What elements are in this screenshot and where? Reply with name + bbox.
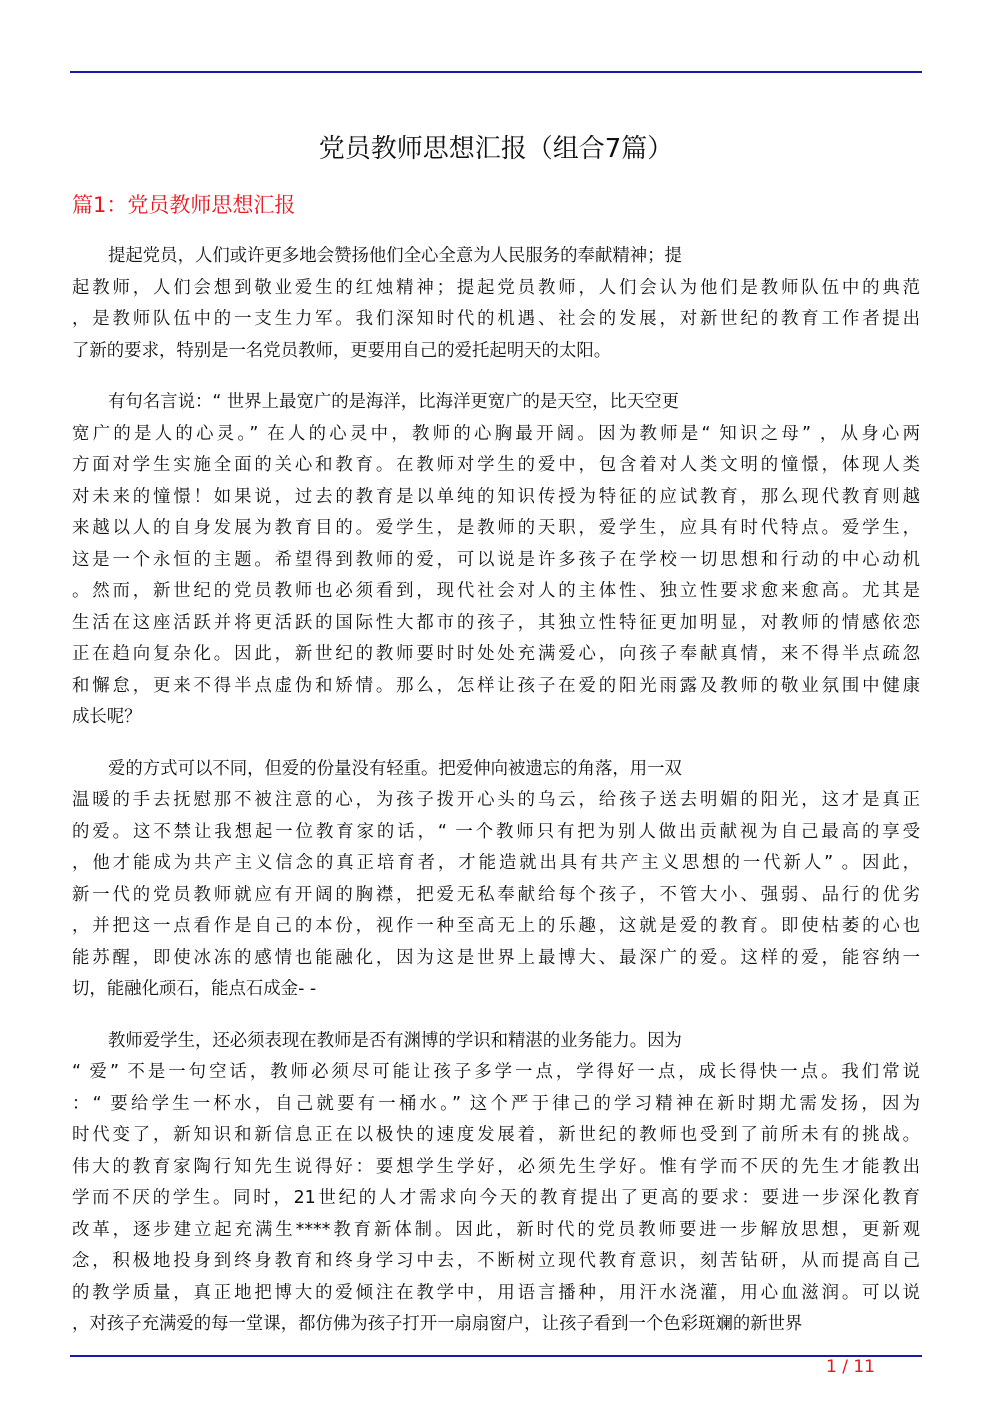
text-line: 来越以人的自身发展为教育目的。爱学生，是教师的天职，爱学生，应具有时代特点。爱学生， bbox=[72, 518, 920, 538]
text-line: 教师爱学生，还必须表现在教师是否有渊博的学识和精湛的业务能力。因为 bbox=[108, 1030, 682, 1051]
text-line: 这是一个永恒的主题。希望得到教师的爱，可以说是许多孩子在学校一切思想和行动的中心动机 bbox=[72, 549, 920, 570]
section-heading: 篇1：党员教师思想汇报 bbox=[72, 193, 296, 217]
text-line: 时代变了，新知识和新信息正在以极快的速度发展着，新世纪的教师也受到了前所未有的挑战。 bbox=[72, 1125, 920, 1145]
paragraph bbox=[72, 1026, 920, 1341]
text-line: ，是教师队伍中的一支生力军。我们深知时代的机遇、社会的发展，对新世纪的教育工作者提出 bbox=[72, 309, 920, 329]
document-body bbox=[72, 241, 920, 1361]
text-line: 温暖的手去抚慰那不被注意的心，为孩子拨开心头的乌云，给孩子送去明媚的阳光，这才是真正 bbox=[72, 790, 920, 810]
text-line: ，并把这一点看作是自己的本份，视作一种至高无上的乐趣，这就是爱的教育。即使枯萎的心也 bbox=[72, 916, 920, 936]
text-line: 学而不厌的学生。同时，21世纪的人才需求向今天的教育提出了更高的要求：要进一步深化教育 bbox=[72, 1188, 920, 1208]
text-line: 切，能融化顽石，能点石成金- - bbox=[72, 979, 317, 999]
text-line: 爱的方式可以不同，但爱的份量没有轻重。把爱伸向被遗忘的角落，用一双 bbox=[108, 758, 682, 779]
paragraph bbox=[72, 754, 920, 1006]
text-line: 的爱。这不禁让我想起一位教育家的话，“ 一个教师只有把为别人做出贡献视为自己最高的享受 bbox=[72, 821, 920, 842]
text-line: ：“ 要给学生一杯水，自己就要有一桶水。” 这个严于律己的学习精神在新时期尤需发扬，因为 bbox=[72, 1093, 920, 1114]
text-line: ，他才能成为共产主义信念的真正培育者，才能造就出具有共产主义思想的一代新人” 。因此， bbox=[72, 853, 920, 873]
text-line: 提起党员，人们或许更多地会赞扬他们全心全意为人民服务的奉献精神；提 bbox=[108, 246, 682, 266]
text-line: 方面对学生实施全面的关心和教育。在教师对学生的爱中，包含着对人类文明的憧憬，体现人类 bbox=[72, 455, 920, 475]
text-line: 能苏醒，即使冰冻的感情也能融化，因为这是世界上最博大、最深广的爱。这样的爱，能容纳一 bbox=[72, 947, 920, 968]
text-line: 成长呢？ bbox=[72, 707, 142, 727]
text-line: 的教学质量，真正地把博大的爱倾注在教学中，用语言播种，用汗水浇灌，用心血滋润。可以说 bbox=[72, 1282, 920, 1303]
text-line: 。然而，新世纪的党员教师也必须看到，现代社会对人的主体性、独立性要求愈来愈高。尤其是 bbox=[72, 581, 920, 601]
text-line: 了新的要求，特别是一名党员教师，更要用自己的爱托起明天的太阳。 bbox=[72, 340, 612, 361]
paragraph bbox=[72, 241, 920, 367]
text-line: 起教师，人们会想到敬业爱生的红烛精神；提起党员教师，人们会认为他们是教师队伍中的典范 bbox=[72, 277, 920, 298]
text-line: 和懈怠，更来不得半点虚伪和矫情。那么，怎样让孩子在爱的阳光雨露及教师的敬业氛围中健康 bbox=[72, 675, 920, 696]
text-line: 正在趋向复杂化。因此，新世纪的教师要时时处处充满爱心，向孩子奉献真情，来不得半点疏忽 bbox=[72, 644, 920, 664]
text-line: 新一代的党员教师就应有开阔的胸襟，把爱无私奉献给每个孩子，不管大小、强弱、品行的优劣 bbox=[72, 884, 920, 905]
text-line: 伟大的教育家陶行知先生说得好：要想学生学好，必须先生学好。惟有学而不厌的先生才能教出 bbox=[72, 1156, 920, 1177]
text-line: 对未来的憧憬！如果说，过去的教育是以单纯的知识传授为特征的应试教育，那么现代教育则越 bbox=[72, 486, 920, 507]
document-title: 党员教师思想汇报（组合7篇） bbox=[318, 134, 674, 164]
header-rule bbox=[70, 71, 922, 73]
paragraph bbox=[72, 387, 920, 734]
text-line: 改革，逐步建立起充满生****教育新体制。因此，新时代的党员教师要进一步解放思想，更新观 bbox=[72, 1219, 920, 1240]
footer-rule bbox=[70, 1355, 922, 1357]
text-line: 念，积极地投身到终身教育和终身学习中去，不断树立现代教育意识，刻苦钻研，从而提高自己 bbox=[72, 1251, 920, 1271]
text-line: 生活在这座活跃并将更活跃的国际性大都市的孩子，其独立性特征更加明显，对教师的情感依恋 bbox=[72, 612, 920, 633]
text-line: 宽广的是人的心灵。” 在人的心灵中，教师的心胸最开阔。因为教师是“ 知识之母” ，从身心两 bbox=[72, 423, 920, 444]
page-number: 1 / 11 bbox=[826, 1357, 875, 1377]
text-line: “ 爱” 不是一句空话，教师必须尽可能让孩子多学一点，学得好一点，成长得快一点。我们常说 bbox=[72, 1062, 920, 1082]
text-line: 有句名言说：“ 世界上最宽广的是海洋，比海洋更宽广的是天空，比天空更 bbox=[108, 392, 680, 412]
text-line: ，对孩子充满爱的每一堂课，都仿佛为孩子打开一扇扇窗户，让孩子看到一个色彩斑斓的新世界 bbox=[72, 1314, 803, 1334]
